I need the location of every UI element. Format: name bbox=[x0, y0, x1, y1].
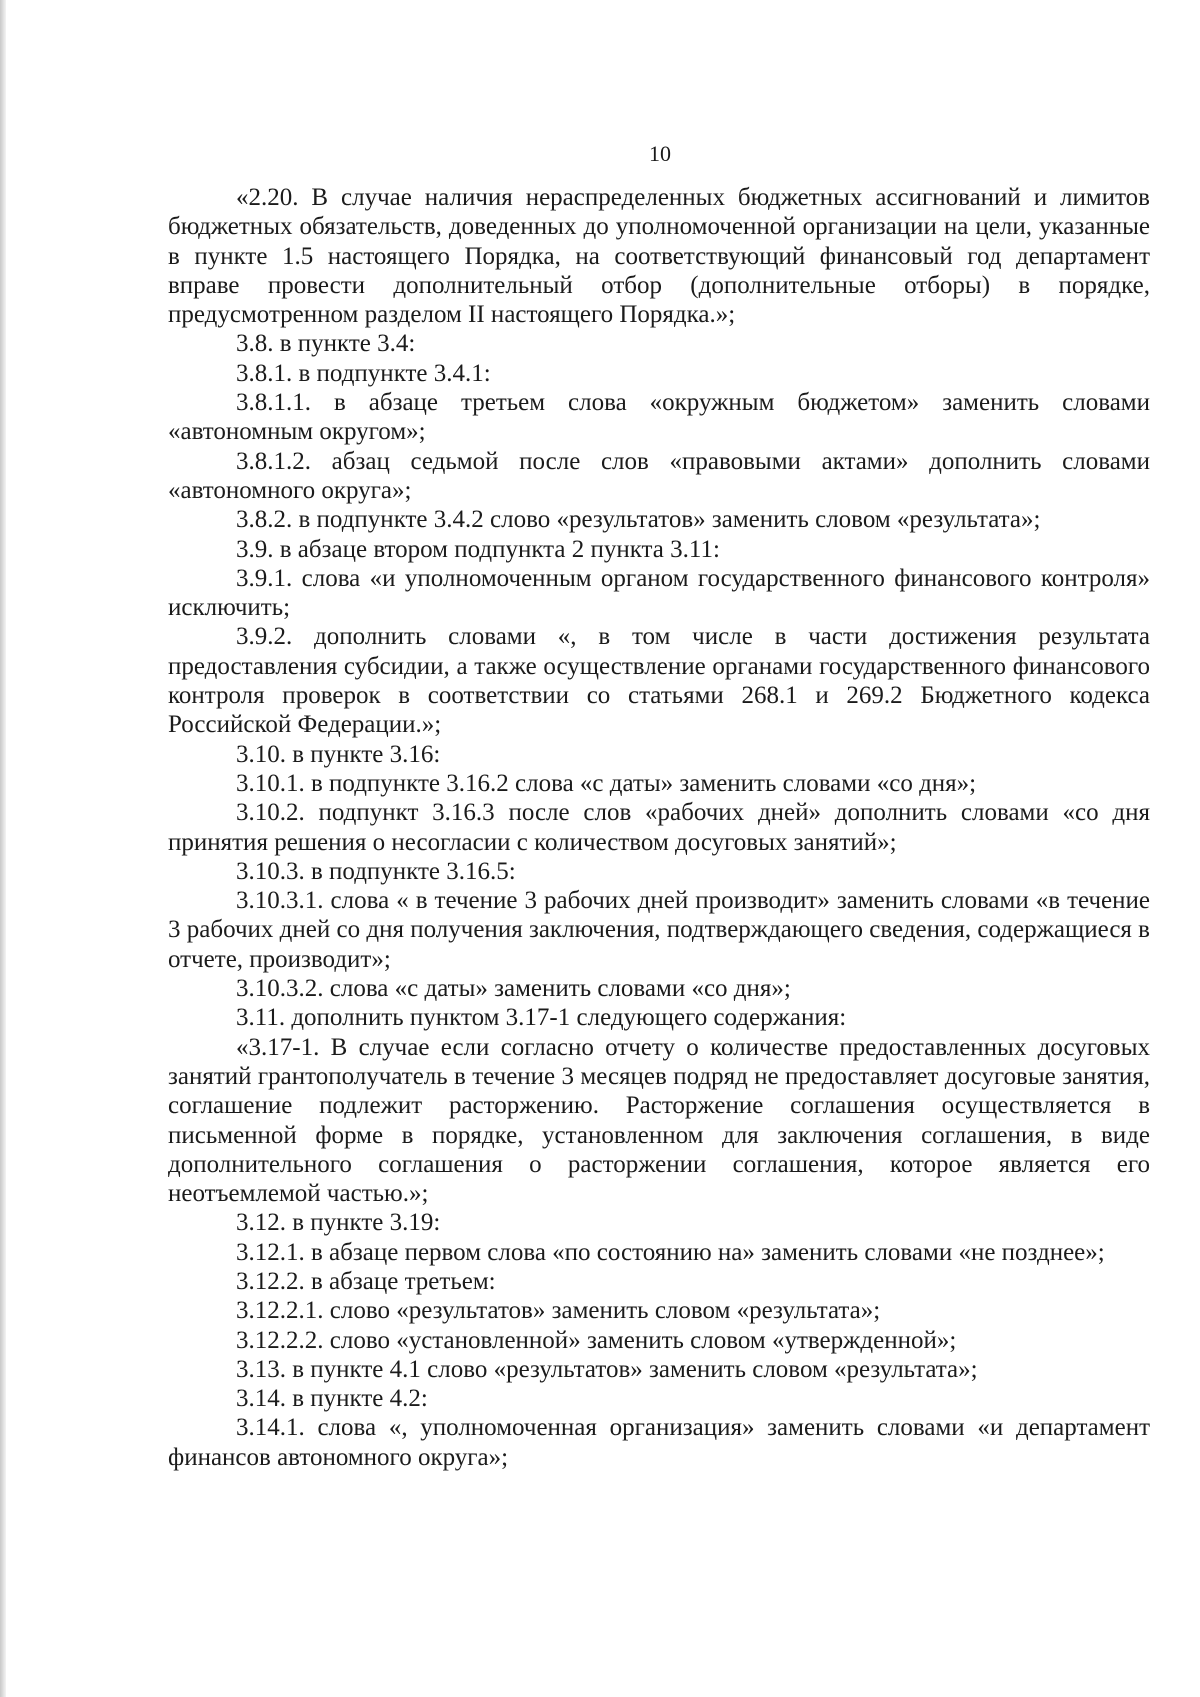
paragraph-3-10-2: 3.10.2. подпункт 3.16.3 после слов «рабочих дней» дополнить словами «со дня принятия решения о несогласии с количеством досуговых занятий»; bbox=[168, 799, 1150, 856]
paragraph-3-17-1: «3.17-1. В случае если согласно отчету о количестве предоставленных досуговых занятий грантополучатель в течение 3 месяцев подряд не предоставляет досуговые занятия, соглашение подлежит расторжению. Расторжение соглашения осуществляется в письменной форме в порядке, установленном для заключения соглашения, в виде дополнительного соглашения о расторжении соглашения, которое является его неотъемлемой частью.»; bbox=[168, 1033, 1150, 1208]
paragraph-3-13: 3.13. в пункте 4.1 слово «результатов» заменить словом «результата»; bbox=[236, 1355, 978, 1383]
paragraph-3-10-3: 3.10.3. в подпункте 3.16.5: bbox=[236, 857, 516, 885]
scan-edge-shadow bbox=[0, 0, 6, 1697]
document-body bbox=[168, 183, 1150, 1472]
paragraph-3-9-2: 3.9.2. дополнить словами «, в том числе в части достижения результата предоставления субсидии, а также осуществление органами государственного финансового контроля проверок в соответствии со статьями 268.1 и 269.2 Бюджетного кодекса Российской Федерации.»; bbox=[168, 623, 1150, 739]
paragraph-3-10-3-2: 3.10.3.2. слова «с даты» заменить словами «со дня»; bbox=[236, 975, 791, 1003]
paragraph-3-10-3-1: 3.10.3.1. слова « в течение 3 рабочих дней производит» заменить словами «в течение 3 рабочих дней со дня получения заключения, подтверждающего сведения, содержащиеся в отчете, производит»; bbox=[168, 887, 1150, 973]
paragraph-3-12-2-2: 3.12.2.2. слово «установленной» заменить словом «утвержденной»; bbox=[236, 1326, 957, 1354]
paragraph-3-12: 3.12. в пункте 3.19: bbox=[236, 1209, 441, 1237]
paragraph-3-12-2-1: 3.12.2.1. слово «результатов» заменить словом «результата»; bbox=[236, 1297, 881, 1325]
paragraph-3-11: 3.11. дополнить пунктом 3.17-1 следующего содержания: bbox=[236, 1004, 847, 1032]
paragraph-3-9: 3.9. в абзаце втором подпункта 2 пункта 3.11: bbox=[236, 535, 720, 563]
paragraph-3-8-1: 3.8.1. в подпункте 3.4.1: bbox=[236, 359, 491, 387]
paragraph-3-12-2: 3.12.2. в абзаце третьем: bbox=[236, 1267, 496, 1295]
paragraph-3-14-1: 3.14.1. слова «, уполномоченная организация» заменить словами «и департамент финансов автономного округа»; bbox=[168, 1414, 1150, 1471]
paragraph-3-8-2: 3.8.2. в подпункте 3.4.2 слово «результатов» заменить словом «результата»; bbox=[236, 506, 1041, 534]
paragraph-3-8-1-2: 3.8.1.2. абзац седьмой после слов «правовыми актами» дополнить словами «автономного округа»; bbox=[168, 447, 1150, 504]
page-number: 10 bbox=[649, 141, 671, 166]
paragraph-3-12-1: 3.12.1. в абзаце первом слова «по состоянию на» заменить словами «не позднее»; bbox=[236, 1238, 1105, 1266]
paragraph-3-10: 3.10. в пункте 3.16: bbox=[236, 740, 441, 768]
paragraph-3-8-1-1: 3.8.1.1. в абзаце третьем слова «окружным бюджетом» заменить словами «автономным округом»; bbox=[168, 389, 1150, 446]
paragraph-3-9-1: 3.9.1. слова «и уполномоченным органом государственного финансового контроля» исключить; bbox=[168, 564, 1150, 622]
paragraph-3-10-1: 3.10.1. в подпункте 3.16.2 слова «с даты» заменить словами «со дня»; bbox=[236, 769, 977, 797]
paragraph-2-20: «2.20. В случае наличия нераспределенных бюджетных ассигнований и лимитов бюджетных обязательств, доведенных до уполномоченной организации на цели, указанные в пункте 1.5 настоящего Порядка, на соответствующий финансовый год департамент вправе провести дополнительный отбор (дополнительные отборы) в порядке, предусмотренном разделом II настоящего Порядка.»; bbox=[168, 184, 1150, 329]
paragraph-3-8: 3.8. в пункте 3.4: bbox=[236, 330, 416, 358]
paragraph-3-14: 3.14. в пункте 4.2: bbox=[236, 1385, 428, 1413]
